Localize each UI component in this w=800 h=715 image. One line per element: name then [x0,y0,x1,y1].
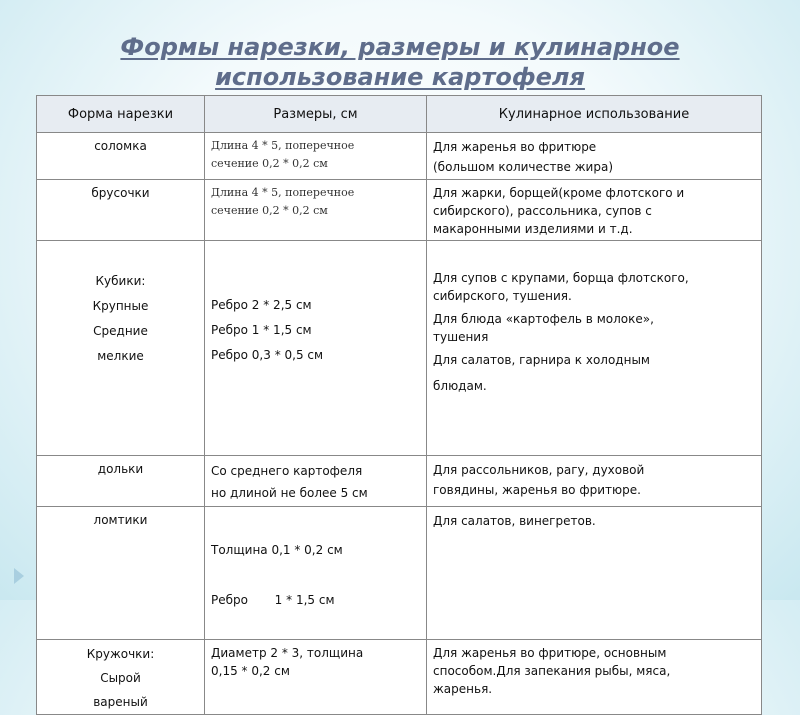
sizes-text: Толщина 0,1 * 0,2 см [211,543,343,557]
title-line-1: Формы нарезки, размеры и кулинарное [120,33,680,61]
cell-usage [427,640,762,715]
form-text: дольки [97,462,144,476]
sizes-text: сечение 0,2 * 0,2 см [211,204,328,217]
title-line-2: использование картофеля [215,63,585,91]
cell-sizes [205,241,427,456]
sizes-text: но длиной не более 5 см [211,486,368,500]
usage-text: Для супов с крупами, борща флотского, [433,271,689,285]
table-row [37,180,762,241]
form-text: брусочки [91,186,150,200]
header-sizes: Размеры, см [205,96,427,133]
usage-text: говядины, жаренья во фритюре. [433,483,641,497]
cell-form [37,507,205,640]
cell-sizes [205,180,427,241]
form-text: вареный [93,695,148,709]
form-text: Средние [93,324,148,338]
table-row [37,456,762,507]
usage-text: Для жаренья во фритюре [433,140,597,154]
cell-form [37,456,205,507]
form-text: Сырой [100,671,141,685]
page-title [0,32,800,92]
usage-text: макаронными изделиями и т.д. [433,222,633,236]
form-text: мелкие [97,349,144,363]
usage-text: Для жарки, борщей(кроме флотского и [433,186,685,200]
header-usage: Кулинарное использование [427,96,762,133]
usage-text: (большом количестве жира) [433,160,614,174]
sizes-text: 0,15 * 0,2 см [211,664,290,678]
cell-form [37,640,205,715]
usage-text: Для блюда «картофель в молоке», [433,312,654,326]
usage-text: сибирского, тушения. [433,289,572,303]
form-text: соломка [94,139,147,153]
usage-text: жаренья. [433,682,493,696]
cell-usage [427,507,762,640]
cell-sizes [205,640,427,715]
usage-text: Для салатов, гарнира к холодным [433,353,650,367]
table-row [37,640,762,715]
arrow-icon [14,568,24,584]
cell-usage [427,456,762,507]
cell-sizes [205,133,427,180]
sizes-text: Ребро 2 * 2,5 см [211,298,312,312]
sizes-text: сечение 0,2 * 0,2 см [211,157,328,170]
form-text: Кубики: [95,274,146,288]
sizes-text: Диаметр 2 * 3, толщина [211,646,364,660]
table-row [37,133,762,180]
usage-text: Для салатов, винегретов. [433,514,596,528]
table-row [37,241,762,456]
sizes-text: Ребро 1 * 1,5 см [211,323,312,337]
usage-text: Для жаренья во фритюре, основным [433,646,667,660]
cell-form [37,180,205,241]
usage-text: способом.Для запекания рыбы, мяса, [433,664,671,678]
sizes-text: Ребро 1 * 1,5 см [211,593,335,607]
sizes-text: Длина 4 * 5, поперечное [211,139,355,152]
usage-text: сибирского), рассольника, супов с [433,204,652,218]
table-header-row [37,96,762,133]
sizes-text: Длина 4 * 5, поперечное [211,186,355,199]
potato-cuts-table [36,95,762,715]
form-text: Кружочки: [86,647,155,661]
form-text: ломтики [93,513,148,527]
sizes-text: Ребро 0,3 * 0,5 см [211,348,324,362]
cell-usage [427,241,762,456]
cell-usage [427,133,762,180]
form-text: Крупные [92,299,149,313]
cell-form [37,241,205,456]
usage-text: тушения [433,330,489,344]
cell-sizes [205,456,427,507]
table-row [37,507,762,640]
usage-text: Для рассольников, рагу, духовой [433,463,645,477]
header-form: Форма нарезки [37,96,205,133]
cell-form [37,133,205,180]
cell-sizes [205,507,427,640]
sizes-text: Со среднего картофеля [211,464,363,478]
cell-usage [427,180,762,241]
usage-text: блюдам. [433,379,487,393]
